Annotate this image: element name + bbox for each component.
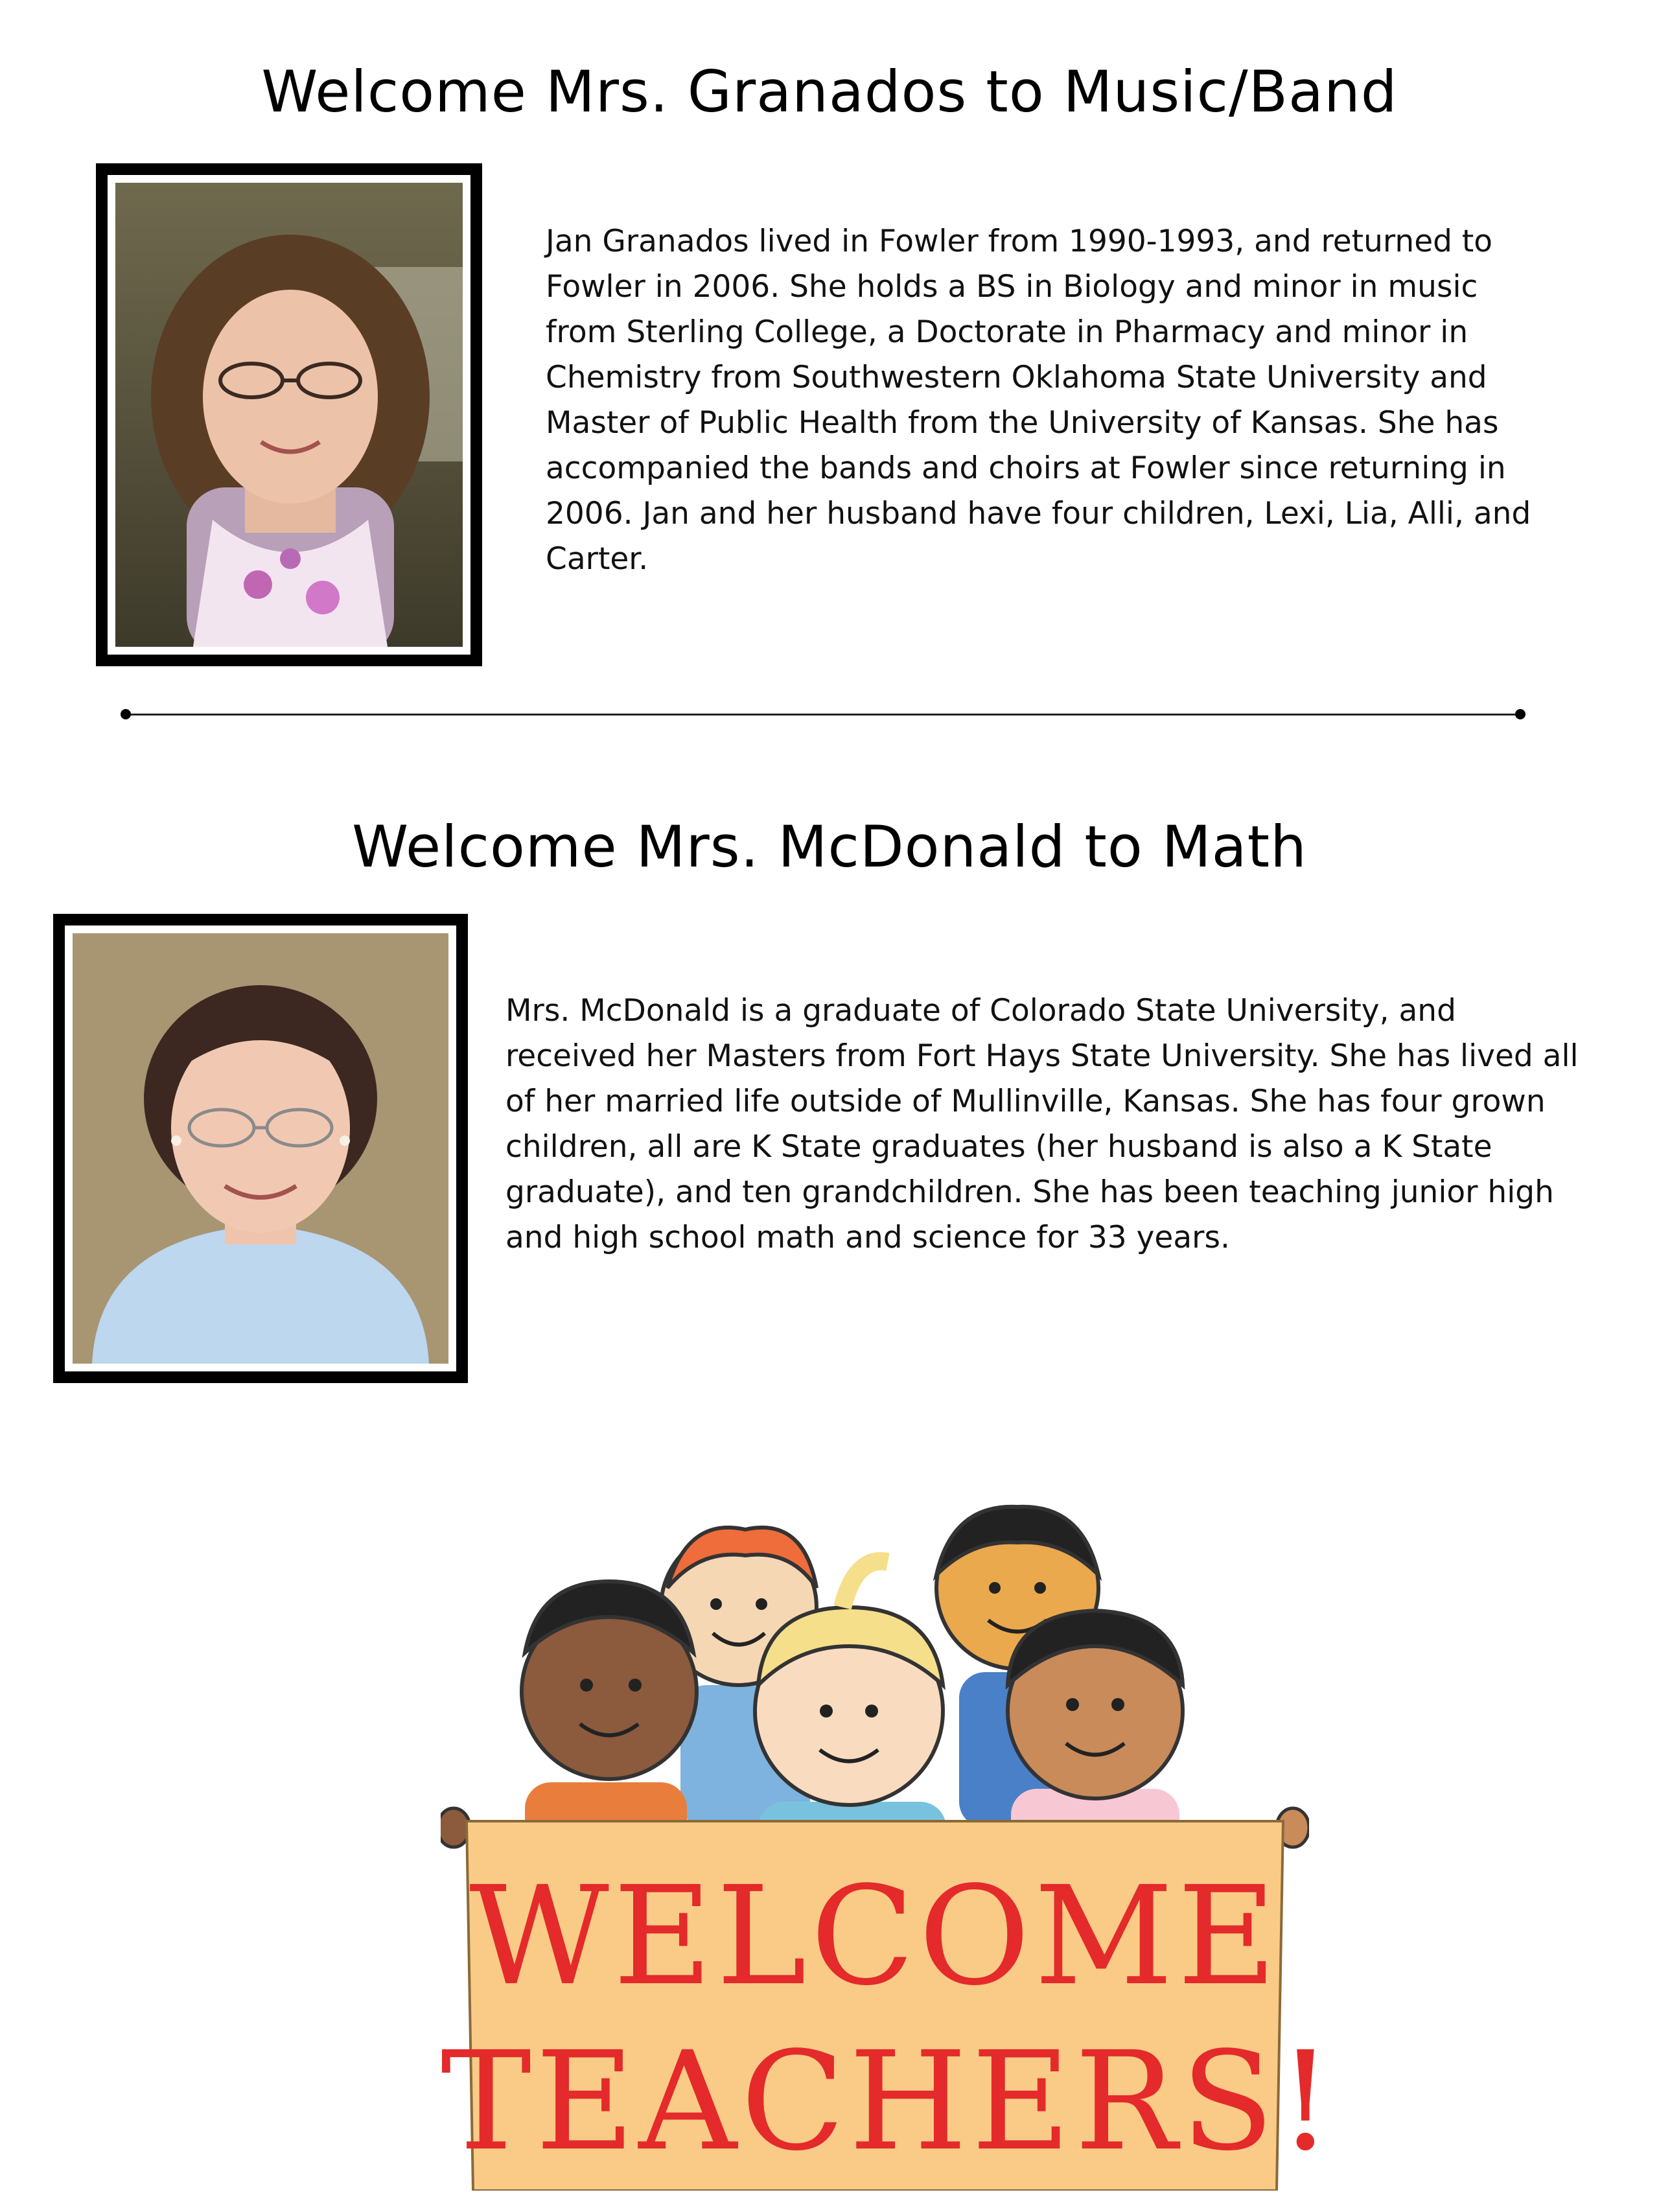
mcdonald-photo: [73, 933, 448, 1364]
mcdonald-heading: Welcome Mrs. McDonald to Math: [352, 813, 1307, 880]
section-divider: [124, 714, 1522, 716]
granados-bio: Jan Granados lived in Fowler from 1990-1993, and returned to Fowler in 2006. She holds a BS in Biology and minor in music from Sterling College, a Doctorate in Pharmacy and minor in Chemistry from Southwestern Oklahoma State University and Master of Public Health from the University of Kansas. She has accompanied the bands and choirs at Fowler since returning in 2006. Jan and her husband have four children, Lexi, Lia, Alli, and Carter.: [546, 224, 1531, 577]
mcdonald-photo-frame: [53, 914, 468, 1383]
granados-photo-frame: [96, 163, 482, 666]
mcdonald-bio: Mrs. McDonald is a graduate of Colorado State University, and received her Masters from Fort Hays State University. She has lived all of her married life outside of Mullinville, Kansas. She has four grown children, all are K State graduates (her husband is also a K State graduate), and ten grandchildren. She has been teaching junior high and high school math and science for 33 years.: [505, 993, 1579, 1255]
sign-welcome-text: WELCOME: [469, 1857, 1281, 2016]
welcome-teachers-clipart: [441, 1478, 1337, 2191]
sign-teachers-text: TEACHERS!: [441, 2022, 1337, 2181]
granados-heading: Welcome Mrs. Granados to Music/Band: [261, 58, 1398, 125]
granados-photo: [115, 183, 463, 647]
